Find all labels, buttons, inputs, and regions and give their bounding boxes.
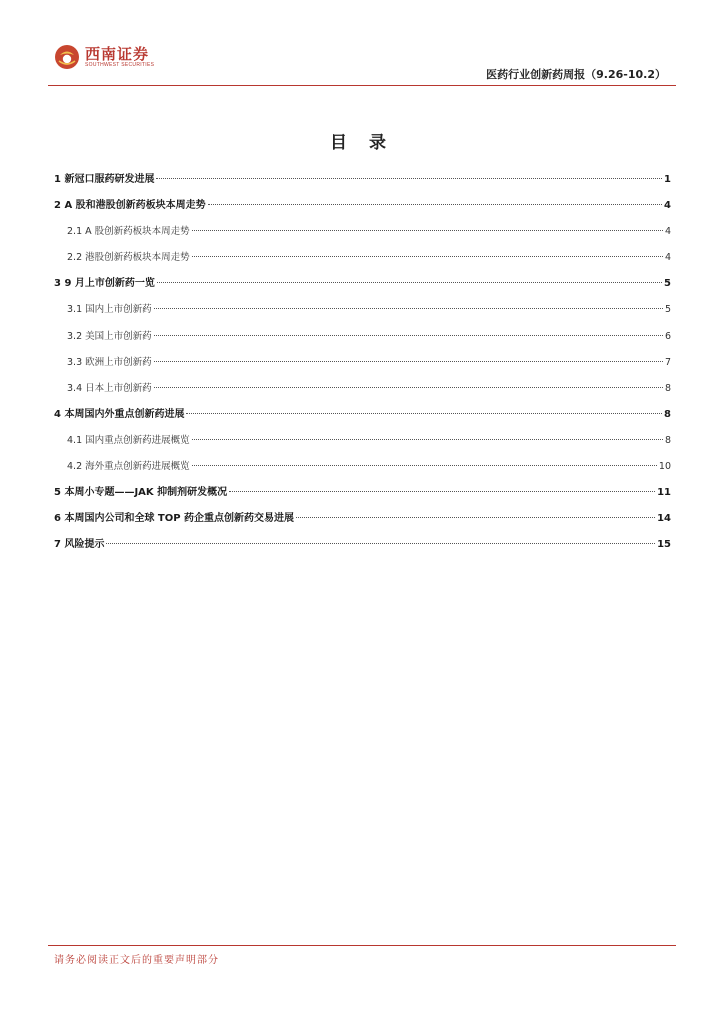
toc-leader-dots	[229, 491, 655, 492]
toc-entry-label[interactable]: 2 A 股和港股创新药板块本周走势	[54, 200, 206, 212]
report-title: 医药行业创新药周报（9.26-10.2）	[486, 68, 666, 81]
header-divider	[48, 85, 676, 86]
brand-logo	[54, 44, 154, 70]
toc-entry[interactable]	[54, 198, 671, 224]
toc-page-number[interactable]: 8	[664, 408, 671, 420]
toc-leader-dots	[154, 308, 663, 309]
toc-entry-label[interactable]: 5 本周小专题——JAK 抑制剂研发概况	[54, 487, 228, 499]
toc-entry-label[interactable]: 4.1 国内重点创新药进展概览	[67, 434, 190, 446]
toc-leader-dots	[186, 413, 662, 414]
toc-leader-dots	[296, 517, 655, 518]
brand-name-cn: 西南证券	[85, 44, 150, 63]
toc-page-number[interactable]: 10	[658, 461, 671, 473]
toc-subentry[interactable]	[54, 224, 671, 250]
toc-page-number[interactable]: 5	[664, 304, 671, 316]
toc-leader-dots	[208, 204, 662, 205]
toc-page-number[interactable]: 4	[664, 200, 671, 212]
toc-page-number[interactable]: 7	[664, 356, 671, 368]
toc-entry-label[interactable]: 4.2 海外重点创新药进展概览	[67, 461, 190, 473]
brand-name-en: SOUTHWEST SECURITIES	[85, 61, 155, 68]
toc-subentry[interactable]	[54, 355, 671, 381]
toc-page-number[interactable]: 11	[657, 487, 671, 499]
toc-subentry[interactable]	[54, 459, 671, 485]
toc-page-number[interactable]: 5	[664, 278, 671, 290]
toc-entry-label[interactable]: 7 风险提示	[54, 539, 105, 551]
toc-entry[interactable]	[54, 407, 671, 433]
footer-divider	[48, 945, 676, 946]
toc-leader-dots	[154, 361, 663, 362]
toc-subentry[interactable]	[54, 250, 671, 276]
toc-leader-dots	[157, 282, 662, 283]
toc-page-number[interactable]: 8	[664, 382, 671, 394]
toc-page-number[interactable]: 14	[657, 513, 671, 525]
toc-entry[interactable]	[54, 172, 671, 198]
toc-entry-label[interactable]: 6 本周国内公司和全球 TOP 药企重点创新药交易进展	[54, 513, 295, 525]
toc-entry-label[interactable]: 3.1 国内上市创新药	[67, 304, 152, 316]
toc-page-number[interactable]: 6	[664, 330, 671, 342]
toc-entry[interactable]	[54, 537, 671, 563]
southwest-securities-logo-icon	[54, 44, 80, 70]
toc-entry[interactable]	[54, 511, 671, 537]
toc-page-number[interactable]: 4	[664, 226, 671, 238]
table-of-contents	[54, 172, 671, 563]
brand-name	[85, 46, 154, 69]
toc-leader-dots	[192, 256, 663, 257]
footer-notice: 请务必阅读正文后的重要声明部分	[54, 955, 219, 966]
toc-subentry[interactable]	[54, 433, 671, 459]
toc-leader-dots	[154, 387, 663, 388]
toc-entry[interactable]	[54, 485, 671, 511]
toc-page-number[interactable]: 8	[664, 434, 671, 446]
toc-entry[interactable]	[54, 276, 671, 302]
toc-entry-label[interactable]: 2.1 A 股创新药板块本周走势	[67, 226, 190, 238]
toc-leader-dots	[192, 230, 663, 231]
toc-leader-dots	[154, 335, 663, 336]
toc-leader-dots	[106, 543, 655, 544]
toc-page-number[interactable]: 4	[664, 252, 671, 264]
toc-entry-label[interactable]: 3.3 欧洲上市创新药	[67, 356, 152, 368]
toc-leader-dots	[156, 178, 662, 179]
toc-subentry[interactable]	[54, 381, 671, 407]
toc-leader-dots	[192, 439, 663, 440]
toc-page-number[interactable]: 15	[657, 539, 671, 551]
toc-subentry[interactable]	[54, 302, 671, 328]
toc-entry-label[interactable]: 4 本周国内外重点创新药进展	[54, 408, 185, 420]
toc-entry-label[interactable]: 3.4 日本上市创新药	[67, 382, 152, 394]
toc-leader-dots	[192, 465, 657, 466]
toc-entry-label[interactable]: 3 9 月上市创新药一览	[54, 278, 155, 290]
toc-title: 目 录	[330, 133, 394, 153]
toc-entry-label[interactable]: 2.2 港股创新药板块本周走势	[67, 252, 190, 264]
toc-page-number[interactable]: 1	[664, 174, 671, 185]
toc-subentry[interactable]	[54, 329, 671, 355]
toc-entry-label[interactable]: 3.2 美国上市创新药	[67, 330, 152, 342]
toc-entry-label[interactable]: 1 新冠口服药研发进展	[54, 174, 155, 185]
